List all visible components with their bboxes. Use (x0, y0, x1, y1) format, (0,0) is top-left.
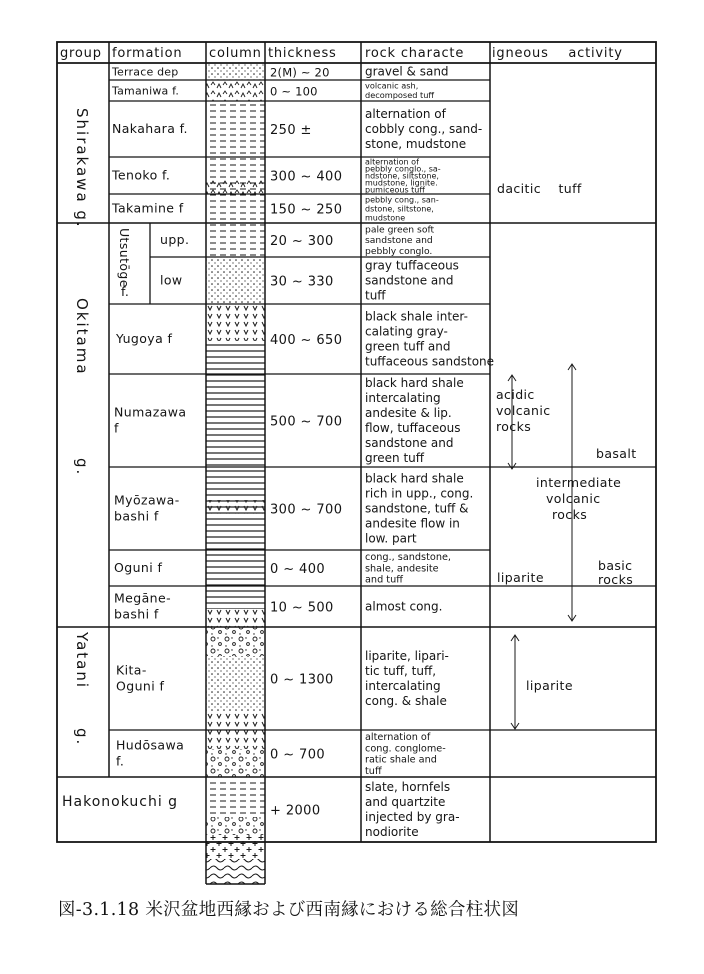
rock-description: tuffaceous sandstone (365, 354, 495, 369)
formation-rows (111, 65, 494, 840)
thickness-value: 0 ~ 700 (270, 747, 326, 763)
formation-label: f. (116, 753, 125, 769)
rock-description: slate, hornfels (365, 780, 451, 795)
group-hakonokuchi: Hakonokuchi g (62, 794, 179, 810)
formation-label: upp. (160, 232, 190, 247)
group-okitama: Okitama (73, 298, 91, 376)
formation-label: Nakahara f. (112, 121, 188, 136)
igneous-basic-2: rocks (598, 572, 634, 587)
rock-description: intercalating (365, 391, 441, 406)
rock-description: cong., sandstone, (365, 552, 452, 564)
thickness-value: 400 ~ 650 (270, 333, 343, 348)
rock-description: ratic shale and (365, 754, 437, 766)
rock-description: andesite & lip. (365, 406, 452, 421)
rock-description: and quartzite (365, 795, 446, 810)
rock-description: sandstone, tuff & (365, 501, 469, 516)
rock-description: volcanic ash, (365, 80, 419, 91)
thickness-value: 0 ~ 400 (270, 562, 326, 577)
lithology-column (206, 63, 265, 884)
rock-description: liparite, lipari- (365, 649, 449, 664)
igneous-intermediate-3: rocks (552, 507, 588, 522)
rock-description: shale, andesite (365, 563, 439, 575)
rock-description: rich in upp., cong. (365, 486, 474, 501)
formation-label: Hudōsawa (116, 737, 185, 753)
rock-description: low. part (365, 531, 417, 546)
thickness-value: + 2000 (270, 803, 321, 819)
liparite-range-arrow (511, 635, 519, 729)
formation-label: Takamine f (112, 200, 184, 216)
rock-description: injected by gra- (365, 810, 460, 825)
thickness-value: 0 ~ 1300 (270, 672, 334, 688)
rock-description: flow, tuffaceous (365, 421, 461, 436)
thickness-value: 30 ~ 330 (270, 274, 334, 290)
rock-description: gray tuffaceous (365, 258, 459, 273)
formation-label: f (114, 420, 119, 436)
formation-utsutoge-f: f. (121, 284, 130, 299)
thickness-value: 10 ~ 500 (270, 600, 334, 616)
rock-description: andesite flow in (365, 516, 460, 531)
rock-description: sandstone and (365, 273, 454, 288)
rock-description: decomposed tuff (365, 90, 435, 101)
table-header (60, 46, 623, 61)
group-yatani-g: g. (73, 728, 91, 747)
rock-description: stone, mudstone (365, 137, 467, 152)
rock-description: sandstone and (365, 235, 433, 247)
rock-description: pebbly cong., san- (365, 195, 439, 205)
thickness-value: 0 ~ 100 (270, 84, 318, 99)
formation-label: low (160, 272, 183, 288)
formation-label: Myōzawa- (114, 492, 180, 508)
formation-label: Terrace dep (112, 65, 179, 79)
rock-description: green tuff and (365, 339, 451, 354)
formation-label: bashi f (114, 606, 159, 622)
igneous-acidic-3: rocks (496, 419, 532, 434)
rock-description: mudstone, lignite. (365, 178, 438, 188)
thickness-value: 300 ~ 400 (270, 169, 343, 185)
thickness-value: 2(M) ~ 20 (270, 65, 330, 80)
rock-description: calating gray- (365, 324, 448, 339)
rock-description: alternation of (365, 732, 431, 744)
rock-description: dstone, siltstone, (365, 204, 434, 214)
rock-description: green tuff (365, 451, 425, 466)
formation-label: Yugoya f (116, 331, 173, 346)
rock-description: black shale inter- (365, 309, 468, 324)
thickness-value: 300 ~ 700 (270, 502, 343, 518)
formation-label: Tamaniwa f. (112, 84, 180, 98)
rock-description: tuff (365, 765, 382, 777)
formation-label: bashi f (114, 508, 159, 524)
rock-description: alternation of (365, 157, 419, 167)
formation-utsutoge: Utsutōge (117, 228, 132, 288)
thickness-value: 250 ± (270, 123, 312, 138)
igneous-dacitic-tuff: dacitic tuff (497, 181, 582, 196)
formation-label: Numazawa (114, 404, 187, 420)
rock-description: black hard shale (365, 376, 464, 391)
rock-description: pebbly conglo., sa- (365, 164, 441, 174)
rock-description: sandstone and (365, 436, 454, 451)
igneous-liparite-oguni: liparite (497, 570, 544, 585)
igneous-acidic-1: acidic (496, 387, 535, 402)
rock-description: and tuff (365, 574, 403, 586)
rock-description: intercalating (365, 679, 441, 694)
header-formation: formation (112, 46, 183, 61)
formation-label: Tenoko f. (112, 167, 171, 183)
rock-description: cong. conglome- (365, 743, 446, 755)
group-shirakawa: Shirakawa g. (73, 108, 91, 229)
thickness-value: 150 ~ 250 (270, 202, 343, 218)
igneous-intermediate-2: volcanic (546, 491, 601, 506)
igneous-activity (496, 181, 637, 729)
formation-label: Oguni f (116, 678, 165, 694)
igneous-acidic-2: volcanic (496, 403, 551, 418)
rock-description: almost cong. (365, 599, 443, 614)
rock-description: tuff (365, 288, 386, 303)
rock-description: mudstone (365, 213, 406, 223)
formation-label: Oguni f (114, 560, 163, 575)
rock-description: cong. & shale (365, 694, 447, 709)
header-rock-character: rock characte (365, 46, 465, 61)
rock-description: tic tuff, tuff, (365, 664, 437, 679)
igneous-liparite-yatani: liparite (526, 678, 573, 693)
header-group: group (60, 46, 102, 61)
rock-description: alternation of (365, 107, 446, 122)
rock-description: pebbly conglo. (365, 245, 433, 257)
group-yatani: Yatani (73, 632, 91, 690)
rock-description: nodiorite (365, 825, 419, 840)
thickness-value: 500 ~ 700 (270, 414, 343, 430)
group-okitama-g: g. (73, 458, 91, 477)
thickness-value: 20 ~ 300 (270, 234, 334, 249)
figure-caption: 図-3.1.18 米沢盆地西縁および西南縁における総合柱状図 (58, 900, 520, 920)
igneous-basic-1: basic (598, 558, 633, 573)
formation-label: Megāne- (114, 590, 171, 606)
igneous-intermediate-1: intermediate (536, 475, 622, 490)
rock-description: ndstone, siltstone, (365, 171, 439, 181)
rock-description: black hard shale (365, 471, 464, 486)
rock-description: gravel & sand (365, 64, 449, 79)
igneous-basalt: basalt (596, 446, 637, 461)
rock-description: pumiceous tuff (365, 185, 425, 195)
formation-label: Kita- (116, 662, 147, 678)
header-thickness: thickness (268, 46, 337, 61)
header-column: column (209, 46, 262, 61)
rock-description: cobbly cong., sand- (365, 122, 483, 137)
rock-description: pale green soft (365, 224, 435, 236)
header-igneous-activity: igneous activity (492, 46, 623, 61)
